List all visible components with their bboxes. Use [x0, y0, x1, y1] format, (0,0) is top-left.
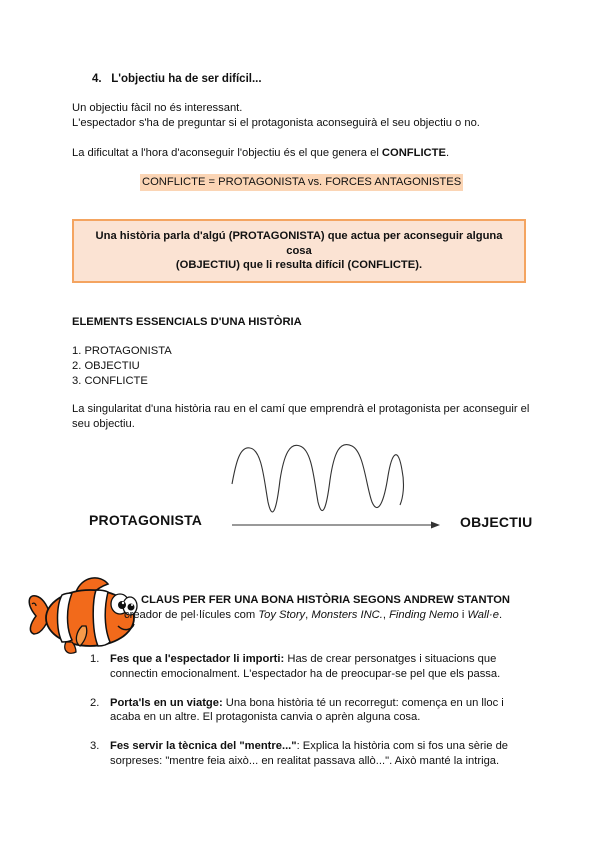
- section-title: L'objectiu ha de ser difícil...: [111, 73, 262, 85]
- tip-text: Una bona història té un recorregut: comença en un lloc i acaba en un altre. El protagonista canvia o aprèn alguna cosa.: [110, 696, 504, 724]
- conflict-bold: CONFLICTE: [381, 147, 446, 159]
- list-item: 2. OBJECTIU: [72, 360, 140, 372]
- story-definition-box: [72, 219, 526, 283]
- film-title: Toy Story: [258, 609, 306, 621]
- tip-text: : Explica la història com si fos una sèrie de sorpreses: "mentre feia això... en realitat passava allò...". Això manté la intriga.: [110, 740, 509, 767]
- claus-separator: i: [458, 609, 468, 621]
- tip-text: Has de crear personatges i situacions que connectin emocionalment. L'espectador ha de preocupar-se pel que els passa.: [110, 653, 501, 680]
- arrow-head-icon: [431, 522, 440, 529]
- tip-title: Fes que a l'espectador li importi:: [110, 653, 285, 665]
- tip-title: Fes servir la tècnica del "mentre...": [110, 740, 297, 753]
- protagonist-label: PROTAGONISTA: [89, 512, 203, 528]
- intro-line-1: Un objectiu fàcil no és interessant.: [72, 102, 243, 114]
- tip-number: 3.: [90, 740, 100, 753]
- list-item: 1. PROTAGONISTA: [72, 345, 172, 357]
- elements-title: ELEMENTS ESSENCIALS D'UNA HISTÒRIA: [72, 316, 302, 328]
- film-title: Finding Nemo: [389, 609, 459, 621]
- list-item: [90, 696, 520, 726]
- list-item: [90, 739, 520, 769]
- claus-separator: ,: [382, 609, 390, 621]
- tips-list: [90, 652, 520, 783]
- intro-paragraph: [72, 101, 542, 131]
- claus-sub-prefix: creador de pel·lícules com: [124, 609, 259, 621]
- claus-separator: ,: [305, 609, 312, 621]
- claus-end: .: [498, 609, 503, 621]
- conflict-end: .: [445, 147, 450, 159]
- singularity-paragraph: La singularitat d'una història rau en el camí que emprendrà el protagonista per aconseguir el seu objectiu.: [72, 403, 530, 430]
- claus-title: CLAUS PER FER UNA BONA HISTÒRIA SEGONS ANDREW STANTON: [141, 594, 510, 606]
- box-line-2: (OBJECTIU) que li resulta difícil (CONFLICTE).: [175, 259, 423, 272]
- section-number: 4.: [92, 73, 102, 85]
- box-line-1: Una història parla d'algú (PROTAGONISTA) que actua per aconseguir alguna cosa: [95, 229, 503, 257]
- tip-title: Porta'ls en un viatge:: [110, 696, 223, 709]
- wavy-path: [232, 444, 403, 511]
- claus-subtitle: [124, 608, 502, 623]
- conflict-formula: CONFLICTE = PROTAGONISTA vs. FORCES ANTAGONISTES: [140, 174, 463, 191]
- film-title: Wall·e: [467, 609, 499, 621]
- tip-number: 2.: [90, 696, 100, 709]
- film-title: Monsters INC.: [311, 609, 383, 621]
- list-item: 3. CONFLICTE: [72, 375, 148, 387]
- objective-label: OBJECTIU: [460, 514, 533, 530]
- conflict-text: La dificultat a l'hora d'aconseguir l'objectiu és el que genera el: [72, 147, 382, 159]
- tip-number: 1.: [90, 653, 100, 665]
- list-item: [90, 652, 520, 682]
- story-path-diagram: [0, 440, 600, 550]
- intro-line-2: L'espectador s'ha de preguntar si el protagonista aconseguirà el seu objectiu o no.: [72, 116, 480, 129]
- elements-list: [72, 344, 172, 389]
- section-heading: [92, 72, 262, 87]
- conflict-paragraph: [72, 146, 542, 161]
